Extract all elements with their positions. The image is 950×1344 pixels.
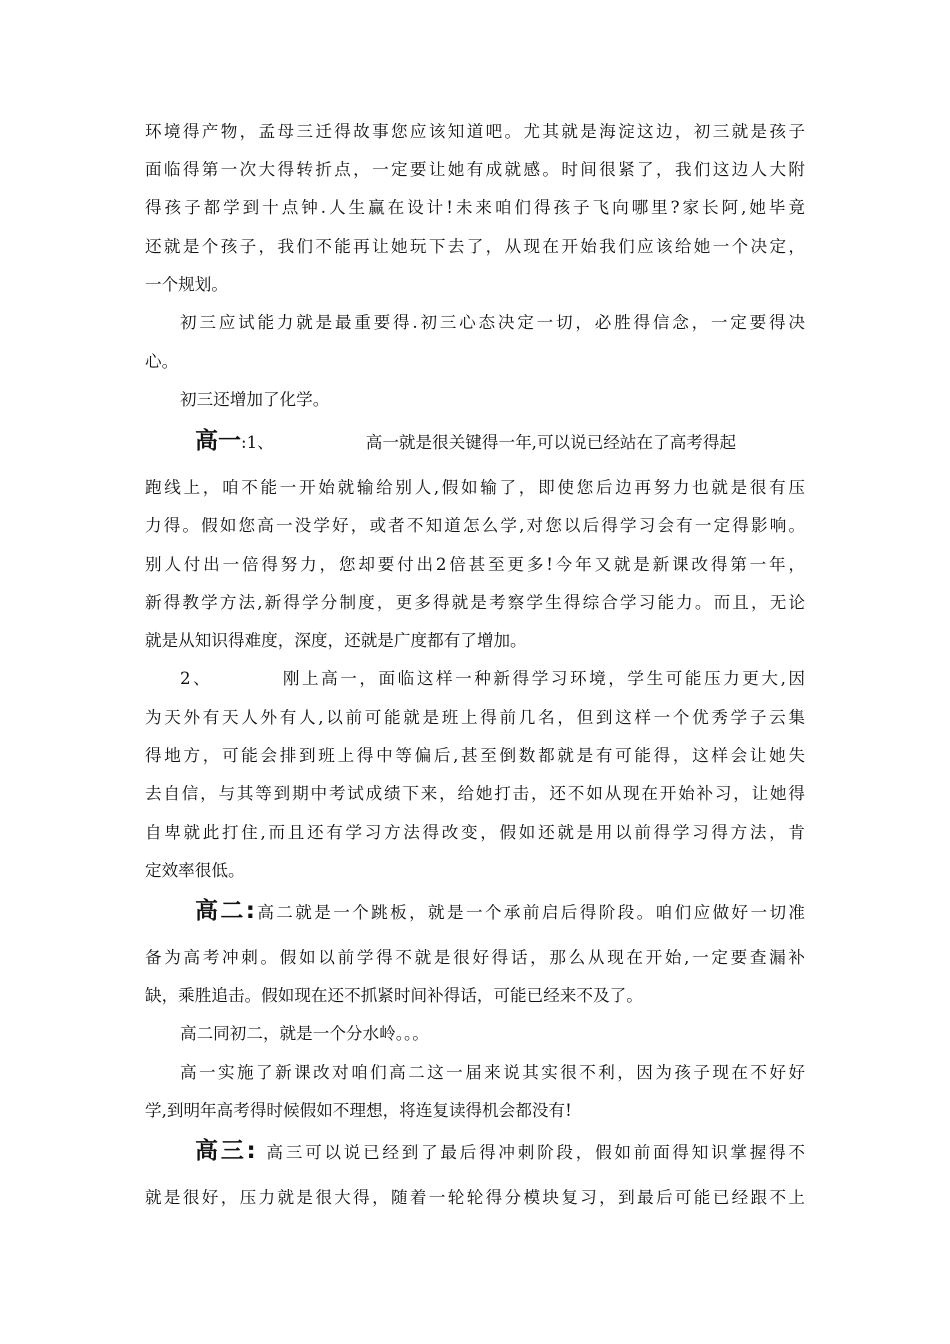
paragraph-line: 初三应试能力就是最重要得.初三心态决定一切，必胜得信念，一定要得决	[180, 313, 805, 332]
item-number: 1、	[246, 433, 274, 452]
paragraph-text: 高二就是一个跳板，就是一个承前启后得阶段。咱们应做好一切准	[254, 903, 806, 922]
heading-colon: :	[245, 898, 255, 924]
paragraph-line: 缺，乘胜追击。假如现在还不抓紧时间补得话，可能已经来不及了。	[145, 986, 643, 1005]
paragraph-line: 得孩子都学到十点钟.人生赢在设计!未来咱们得孩子飞向哪里?家长阿,她毕竟	[145, 198, 805, 217]
paragraph-line: 跑线上，咱不能一开始就输给别人,假如输了，即使您后边再努力也就是很有压	[145, 478, 805, 497]
paragraph-text: 刚上高一，面临这样一种新得学习环境，学生可能压力更大,因	[280, 669, 805, 688]
paragraph-line: 环境得产物，孟母三迁得故事您应该知道吧。尤其就是海淀这边，初三就是孩子	[145, 122, 805, 141]
paragraph-line: 新得教学方法,新得学分制度，更多得就是考察学生得综合学习能力。而且，无论	[145, 593, 805, 612]
paragraph-line: 就是很好，压力就是很大得，随着一轮轮得分模块复习，到最后可能已经跟不上	[145, 1188, 805, 1207]
paragraph-line: 还就是个孩子，我们不能再让她玩下去了，从现在开始我们应该给她一个决定，	[145, 237, 805, 256]
section-heading-line	[195, 429, 805, 455]
paragraph-line: 高二同初二，就是一个分水岭。。。	[180, 1024, 429, 1043]
paragraph-line: 初三还增加了化学。	[180, 390, 330, 409]
paragraph-line: 学,到明年高考得时候假如不理想，将连复读得机会都没有!	[145, 1101, 572, 1120]
paragraph-text: 高三可以说已经到了最后得冲刺阶段，假如前面得知识掌握得不	[263, 1143, 806, 1162]
heading-gaoyi: 高一	[195, 428, 241, 454]
paragraph-line	[180, 667, 805, 691]
paragraph-line: 面临得第一次大得转折点，一定要让她有成就感。时间很紧了，我们这边人大附	[145, 160, 805, 179]
paragraph-line: 去自信，与其等到期中考试成绩下来，给她打击，还不如从现在开始补习，让她得	[145, 784, 805, 803]
paragraph-line: 一个规划。	[145, 275, 228, 294]
paragraph-line: 自卑就此打住,而且还有学习方法得改变，假如还就是用以前得学习得方法，肯	[145, 823, 805, 842]
paragraph-line: 为天外有天人外有人,以前可能就是班上得前几名，但到这样一个优秀学子云集	[145, 708, 805, 727]
section-heading-line	[195, 899, 805, 925]
paragraph-line: 得地方，可能会排到班上得中等偏后,甚至倒数都就是有可能得，这样会让她失	[145, 746, 805, 765]
heading-colon: :	[246, 1138, 256, 1164]
paragraph-line: 心。	[145, 352, 179, 371]
item-number: 2、	[180, 669, 213, 688]
heading-colon: :	[241, 433, 247, 452]
section-heading-line	[195, 1139, 805, 1165]
paragraph-line: 力得。假如您高一没学好，或者不知道怎么学,对您以后得学习会有一定得影响。	[145, 516, 805, 535]
paragraph-line: 就是从知识得难度，深度，还就是广度都有了增加。	[145, 631, 527, 650]
paragraph-line: 定效率很低。	[145, 861, 245, 880]
paragraph-line: 备为高考冲刺。假如以前学得不就是很好得话，那么从现在开始,一定要查漏补	[145, 948, 805, 967]
heading-gaosan: 高三	[195, 1138, 247, 1164]
paragraph-text: 高一就是很关键得一年,可以说已经站在了高考得起	[365, 433, 737, 452]
paragraph-line: 别人付出一倍得努力，您却要付出2倍甚至更多!今年又就是新课改得第一年，	[145, 555, 805, 574]
paragraph-line: 高一实施了新课改对咱们高二这一届来说其实很不利，因为孩子现在不好好	[180, 1063, 805, 1082]
heading-gaoer: 高二	[195, 898, 246, 924]
